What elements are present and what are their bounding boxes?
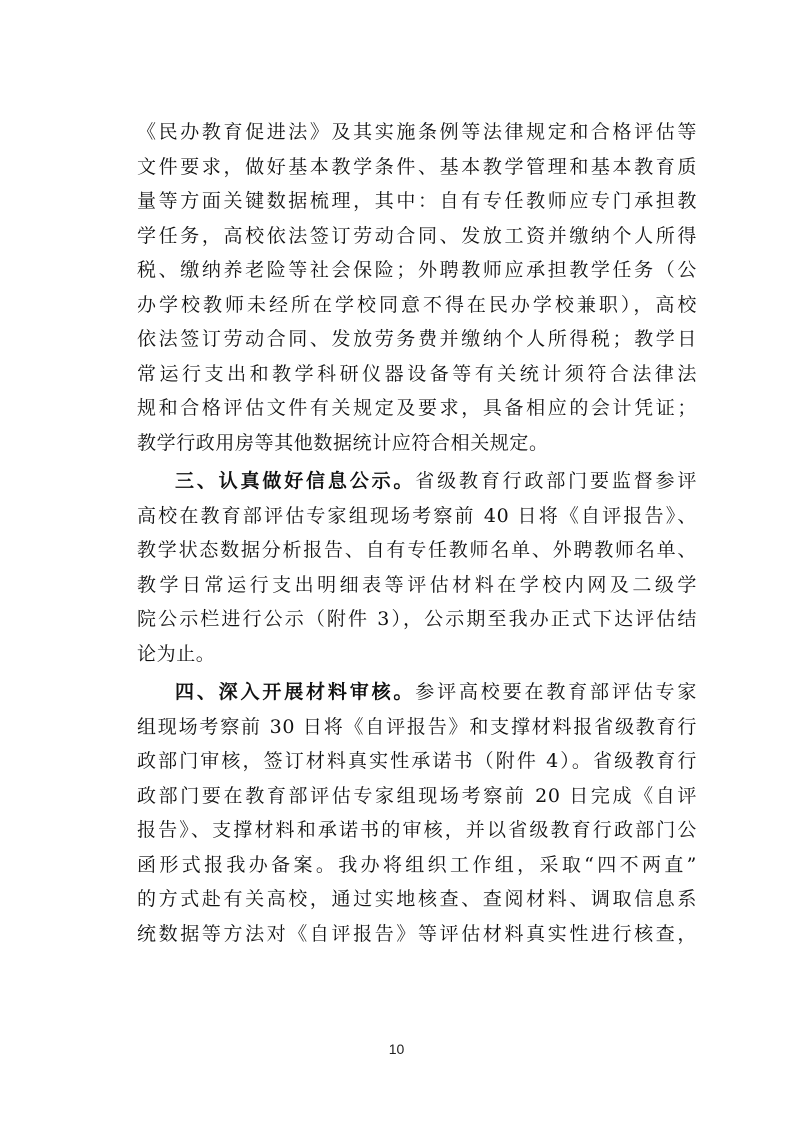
text-line: 量等方面关键数据梳理，其中：自有专任教师应专门承担教: [137, 190, 697, 212]
section-4-lead-text: 参评高校要在教育部评估专家: [415, 681, 697, 703]
text-line: 政部门要在教育部评估专家组现场考察前 20 日完成《自评: [137, 784, 697, 807]
text-line: 函形式报我办备案。我办将组织工作组，采取“四不两直”: [137, 853, 697, 876]
text-line: 报告》、支撑材料和承诺书的审核，并以省级教育行政部门公: [137, 819, 697, 841]
text-line: 教学日常运行支出明细表等评估材料在学校内网及二级学: [137, 573, 697, 596]
text-line: 的方式赴有关高校，通过实地核查、查阅材料、调取信息系: [137, 888, 697, 910]
paragraph-data-requirements: [137, 115, 697, 951]
text-line: 规和合格评估文件有关规定及要求，具备相应的会计凭证；: [137, 397, 697, 419]
text-line: 教学状态数据分析报告、自有专任教师名单、外聘教师名单、: [137, 539, 697, 561]
text-line: 教学行政用房等其他数据统计应符合相关规定。: [137, 431, 549, 454]
text-line: 高校在教育部评估专家组现场考察前 40 日将《自评报告》、: [137, 504, 697, 527]
section-3-heading: 三、认真做好信息公示。: [175, 470, 416, 492]
text-line: 统数据等方法对《自评报告》等评估材料真实性进行核查，: [137, 922, 697, 945]
text-line: 依法签订劳动合同、发放劳务费并缴纳个人所得税；教学日: [137, 328, 697, 350]
text-line: 论为止。: [137, 642, 216, 665]
text-line: 院公示栏进行公示（附件 3），公示期至我办正式下达评估结: [137, 608, 697, 630]
page-number: 10: [388, 1041, 405, 1057]
text-line: 组现场考察前 30 日将《自评报告》和支撑材料报省级教育行: [137, 715, 697, 738]
text-line: 学任务，高校依法签订劳动合同、发放工资并缴纳个人所得: [137, 224, 697, 247]
section-3-lead-text: 省级教育行政部门要监督参评: [415, 470, 697, 492]
text-line: 税、缴纳养老险等社会保险；外聘教师应承担教学任务（公: [137, 259, 697, 281]
text-line: 办学校教师未经所在学校同意不得在民办学校兼职），高校: [137, 293, 697, 316]
section-4-heading: 四、深入开展材料审核。: [175, 681, 416, 703]
text-line: 文件要求，做好基本教学条件、基本教学管理和基本教育质: [137, 155, 697, 178]
section-3-first-line: [137, 464, 697, 499]
text-line: 常运行支出和教学科研仪器设备等有关统计须符合法律法: [137, 362, 697, 385]
text-line: 《民办教育促进法》及其实施条例等法律规定和合格评估等: [137, 121, 697, 143]
section-4-first-line: [137, 675, 697, 710]
text-line: 政部门审核，签订材料真实性承诺书（附件 4）。省级教育行: [137, 750, 697, 772]
